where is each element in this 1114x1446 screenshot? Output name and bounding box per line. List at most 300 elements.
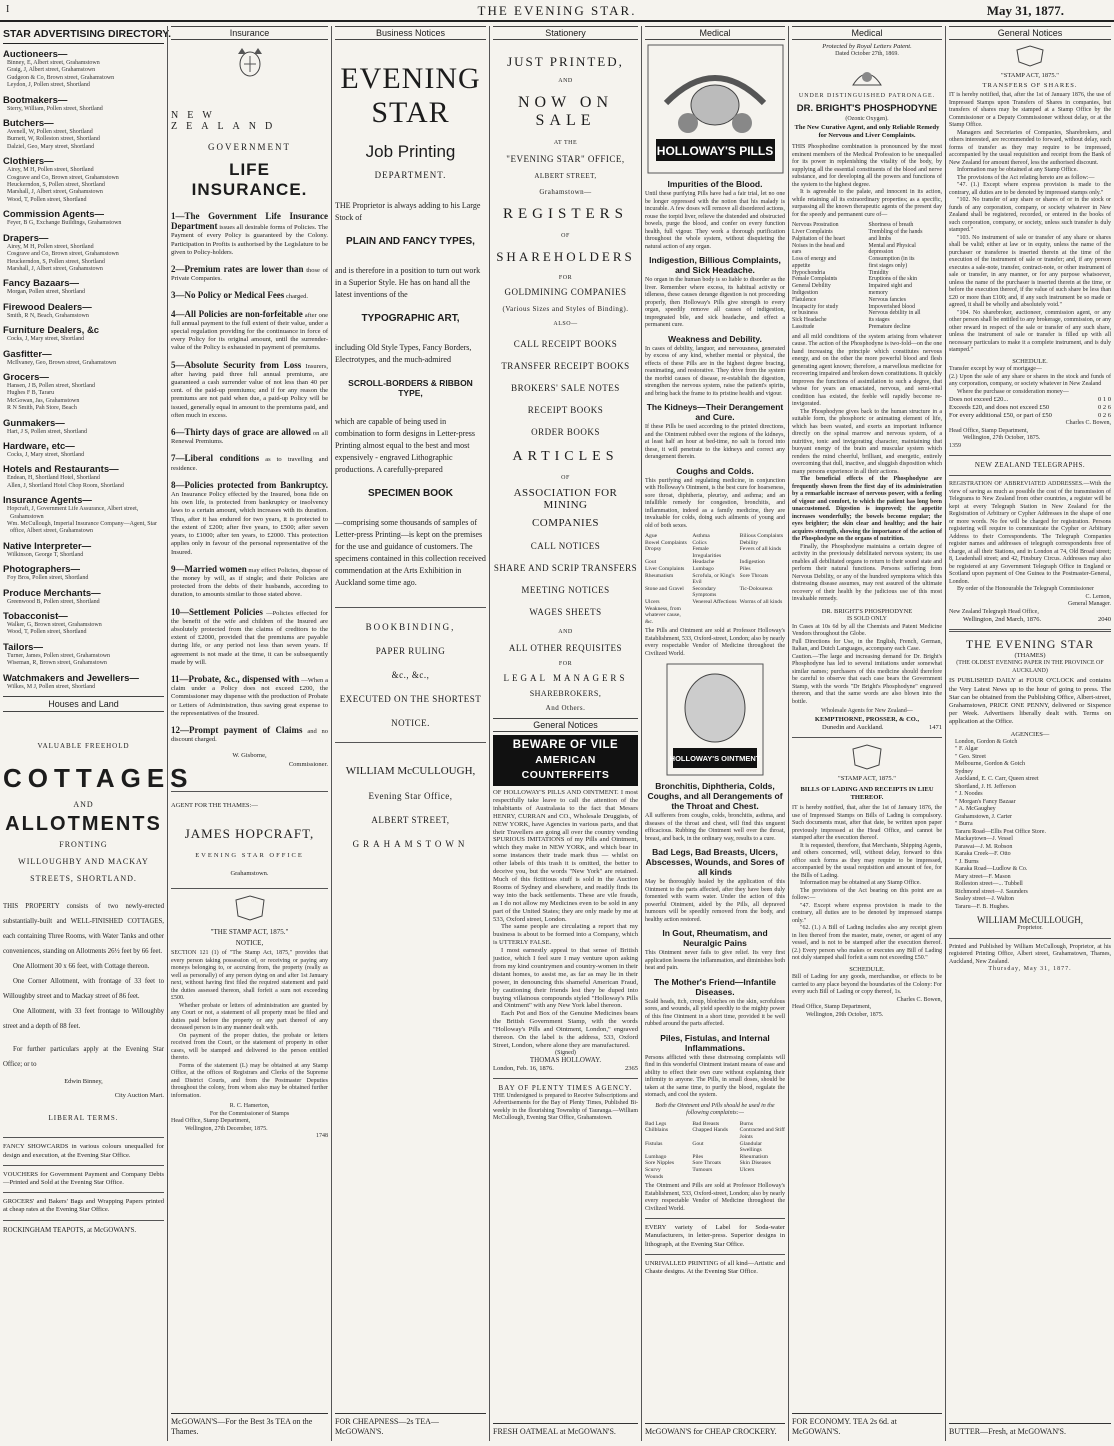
stamp-act-b2: Whether probate or letters of administration are granted by any Court or not, a statement of all property must be filed and duties paid before the property or any part thereof of any deceased person is in any manner dealt with.: [171, 1002, 328, 1032]
disease-item: Weakness, from whatever cause, &c.: [645, 605, 681, 625]
bills-p3: Information may be obtained at any Stamp Office.: [800, 880, 921, 887]
grocers-bags-ad: GROCERS' and Bakers' Bags and Wrapping Papers printed at cheap rates at the Evening Star Office.: [3, 1198, 164, 1214]
ailment-item: Contracted and Stiff Joints: [739, 1127, 785, 1140]
and-others: And Others.: [545, 704, 586, 712]
stationery-item: RECEIPT BOOKS: [527, 405, 604, 415]
agency-item: Shortland, J. H. Jefferson: [955, 783, 1016, 790]
legal-managers: LEGAL MANAGERS: [503, 673, 628, 683]
insurance-item: [171, 291, 328, 301]
proprietor-line: THE Proprietor is always adding to his Large Stock of: [335, 201, 481, 222]
insurance-item: [171, 726, 328, 744]
shareholders: SHAREHOLDERS: [496, 249, 635, 264]
agency-item: Tararu—F. B. Hughes.: [955, 903, 1010, 910]
disease-item: Piles: [739, 565, 751, 572]
dunedin-ref: 1471: [929, 723, 942, 731]
insurance-item: [171, 428, 328, 446]
bronchitis-heading: Bronchitis, Diphtheria, Colds, Coughs, and all Derangements of the Throat and Chest.: [647, 781, 783, 812]
directory-category: Auctioneers—: [3, 49, 68, 60]
condition-item: Consumption (in its: [868, 256, 915, 263]
printed-by: Printed and Published by William McCullough, Proprietor, at his registered Printing Office, Albert street, Grahamstown, Thames, Auckland, New Zealand.: [949, 943, 1111, 965]
albert-street-label: ALBERT STREET,: [371, 815, 450, 825]
phosphodyne-sub: The New Curative Agent, and only Reliable Remedy for Nervous and Liver Complaints.: [794, 123, 940, 139]
insurance-item: [171, 212, 328, 257]
both-used-text: Both the Ointment and Pills should be used in the following complaints:—: [655, 1102, 775, 1117]
insurance-item: [171, 608, 328, 667]
issue-date: May 31, 1877.: [986, 3, 1064, 18]
agency-item: London, Gordon & Gotch: [955, 738, 1018, 745]
condition-item: first stages only): [868, 262, 908, 269]
disease-item: Sore Throats: [739, 572, 769, 579]
condition-item: Liver Complaints: [792, 228, 833, 235]
oatmeal-ad: FRESH OATMEAL at McGOWAN'S.: [493, 1423, 638, 1437]
page-number: I: [6, 4, 10, 15]
stamp-ref-number: 1748: [316, 1133, 328, 1140]
directory-entry: Foy Bros, Pollen street, Shortland: [7, 575, 89, 582]
insurance-item-title: 9—Married women: [171, 563, 247, 574]
bills-p1: IT is hereby notified, that, after the 1st of January 1876, the use of Impressed Stamps on Bills of Lading is compulsory. Such documents must, after that date, be written upon paper previously impressed at the Head Office, and cannot be stamped after the execution thereof.: [792, 805, 942, 842]
pills-sold-text: The Pills and Ointment are sold at Professor Holloway's Establishment, 533, Oxford-street, London; also by nearly every respectable Vendor of Medicine throughout the Civilized World.: [645, 628, 785, 657]
directory-entry: Heuckerndon, S, Pollen street, Shortland: [7, 182, 105, 189]
disease-item: Worms of all kinds: [739, 598, 783, 605]
schedule-amount: 0 2 6: [1098, 404, 1111, 412]
agency-item: " Geo. Street: [955, 753, 986, 760]
insurance-item-text: An Insurance Policy effected by the Insured, bona fide on his own life, is protected from bankruptcy or insolvency laws to a certain amount, which increases with its duration. Thus, after it has endured for two years, it is protected to the extent of £200; after five years, to £500; after seven years, to £1000; after ten years, to £2000. This protection applies only in favour of the personal representative of the Insured.: [171, 491, 328, 556]
stationery-item: CALL RECEIPT BOOKS: [513, 339, 618, 349]
ailment-item: Lumbago: [645, 1153, 667, 1160]
albert-street: ALBERT STREET,: [534, 172, 597, 180]
phosphodyne-p5: The beneficial effects of the Phosphodyne are frequently shown from the first day of its administration by a remarkable increase of nervous power, with a feeling of vigour and comfort, to which the patient has long been unaccustomed. Digestion is improved; the appetite increases wonderfully; the bowels become regular; the eyes brighter; the skin clear and healthy; and the hair acquires strength, showing the importance of the action of the Phosphodyne on the organs of nutrition.: [792, 476, 942, 543]
directory-groups: [3, 49, 164, 691]
dunedin: Dunedin and Auckland.: [822, 723, 884, 731]
sold-cases: In Cases at 10s 6d by all the Chemists and Patent Medicine Vendors throughout the Globe.: [792, 623, 942, 638]
phosphodyne-p4: The Phosphodyne gives back to the human structure in a suitable form, the phosphoric or animating element of life, which has been wasted, and exerts an important influence directly on the spinal marrow and nervous system, of a nutritive, tonic and invigorating character, maintaining that buoyant energy of the brain and muscular system which renders the mind cheerful, brilliant, and energetic, entirely overcoming that dull, inactive, and sluggish disposition which many persons experience in all their actions.: [792, 408, 942, 475]
property-signature-2: City Auction Mart.: [114, 1092, 164, 1100]
ailment-item: Rheumatism: [739, 1153, 768, 1160]
ailment-item: Skin Diseases: [739, 1160, 771, 1167]
ailment-item: Sore Throats: [692, 1160, 721, 1167]
schedule-table: [949, 396, 1111, 420]
job-printing-heading: Job Printing: [365, 142, 456, 161]
proprietor-name: WILLIAM McCULLOUGH,: [345, 765, 476, 777]
insurance-item: [171, 565, 328, 600]
insurance-item-title: 3—No Policy or Medical Fees: [171, 290, 285, 301]
directory-entry: Cocks, J, Mary street, Shortland: [7, 451, 85, 458]
condition-item: Incapacity for study: [792, 303, 839, 310]
notice-heading: NOTICE,: [235, 939, 264, 948]
ailment-item: Ulcers: [739, 1166, 755, 1173]
disease-item: Fevers of all kinds: [739, 546, 782, 553]
government-heading: GOVERNMENT: [208, 142, 291, 152]
agent-office: EVENING STAR OFFICE: [195, 851, 304, 859]
evening-star-heading: EVENING STAR: [340, 62, 481, 129]
directory-entry: Marshall, J, Albert street, Grahamstown: [7, 189, 103, 196]
insurance-item-text: —Policies effected for the benefit of the wife and children of the Insured are absolutely protected from the claims of creditors to the extent of £2000, provided that the premiums are payable during life, or any period not less than seven years. If agreement is not made at the time, it can be subsequently made by will.: [171, 609, 328, 666]
stamp-signatory-title: For the Commissioner of Stamps: [209, 1110, 290, 1117]
transfers-t7: "103. No instrument of sale or transfer of any share or shares shall be valid; either at law or in equity, unless the name of the purchaser or transferee is inserted therein at the time of the execution of the instrument of sale or transfer; and, if any person executes a sale-note, transfer, contract-note, or other instrument of sale or transfer, in any manner, or for any purpose whatsoever, unless the name of the purchaser is inserted therein at the time, or before the execution thereof, if the value of such share be less than £20 or more than £100; and, if any such instrument be so made or agreed, it shall be wholly and absolutely void.": [949, 234, 1111, 309]
transfers-t8: "104. No sharebroker, auctioneer, commission agent, or any other person shall be entitled to any brokerage, commission, or any other reward in respect of the sale or transfer of any such share, unless the instrument of sale or transfer is filled up with all necessary particulars to make it a complete instrument, and is duly stamped.": [949, 309, 1111, 354]
streets-line-1: WILLOUGHBY AND MACKAY: [18, 857, 149, 867]
condition-item: Impoverished blood: [868, 303, 916, 310]
column-stationery: [489, 26, 641, 1441]
column-medical-holloway: [641, 26, 788, 1441]
directory-title: STAR ADVERTISING DIRECTORY.: [3, 26, 164, 44]
agency-item: Mary street—F. Mason: [955, 873, 1011, 880]
column-insurance: [167, 26, 331, 1441]
directory-entry: R N Smith, Pah Store, Beach: [7, 405, 77, 412]
kidneys-heading: The Kidneys—Their Derangement and Cure.: [646, 402, 784, 422]
ailment-item: Tumours: [692, 1166, 713, 1173]
column-general-notices: [945, 26, 1114, 1441]
transfers-t3: Information may be obtained at any Stamp Office.: [957, 167, 1078, 174]
directory-category: Hotels and Restaurants—: [3, 464, 119, 476]
stamp-act-heading: "THE STAMP ACT, 1875.": [210, 928, 289, 937]
condition-item: Nervous fancies: [868, 296, 907, 303]
agency-item: " Morgan's Fancy Bazaar: [955, 798, 1016, 805]
mothers-friend-heading: The Mother's Friend—Infantile Diseases.: [654, 976, 776, 997]
of-2: OF: [561, 475, 570, 481]
transfers-ref: 1359: [949, 442, 961, 449]
column-business: [331, 26, 489, 1441]
holloway-ref: 2365: [625, 1064, 638, 1072]
holloway-ointment-emblem-icon: [665, 662, 765, 777]
schedule-desc: Does not exceed £20...: [949, 396, 1009, 404]
bills-office-date: Wellington, 29th October, 1875.: [806, 1011, 884, 1018]
directory-category: Furniture Dealers, &c: [3, 325, 100, 337]
allotments-heading: ALLOTMENTS: [5, 813, 162, 836]
disease-item: Tic-Doloureux: [739, 585, 773, 592]
insurance-item-title: 1—The Government Life Insurance Department: [171, 211, 328, 232]
ailment-item: Glandular Swellings: [739, 1140, 763, 1154]
condition-item: Timidity: [868, 269, 889, 276]
condition-item: Palpitation of the heart: [792, 235, 845, 242]
condition-item: Noises in the head and: [792, 242, 845, 249]
disease-item: Ulcers: [645, 598, 660, 605]
condition-item: Flatulence: [792, 296, 817, 303]
transfers-t1: IT is hereby notified, that, after the 1st of January 1876, the use of Impressed Stamps upon Transfers of Shares in companies, but transfers of shares may be stamped at a Stamp Office by the Commissioner or a Deputy Commissioner without delay, or at the Stamp Office.: [949, 92, 1111, 129]
bills-office: Head Office, Stamp Department,: [792, 1004, 872, 1011]
royal-arms-icon: [847, 63, 887, 89]
directory-category: Drapers—: [3, 232, 49, 244]
condition-item: Eruptions of the skin: [868, 276, 917, 283]
schedule-amount: 0 1 0: [1098, 396, 1111, 404]
plain-fancy-types: PLAIN AND FANCY TYPES,: [346, 236, 475, 247]
agency-item: Parawai—J. M. Robson: [955, 843, 1013, 850]
coat-of-arms-icon: [230, 44, 270, 80]
transfers-t4: The provisions of the Act relating hereto are as follow:—: [957, 174, 1095, 181]
disease-item: Lumbago: [692, 565, 714, 572]
schedule-desc: For every additional £50, or part of £50: [949, 412, 1052, 420]
phosphodyne-p6: Finally, the Phosphodyne maintains a certain degree of activity in the previously debilitated nervous system; its use enables all debilitated organs to return to their sound state and perform their natural functions. Persons suffering from Nervous Debility, or any of the hundred symptoms which this distressing disease assumes, may rest assured of the ultimate recovery of their health by the judicious use of this most invaluable remedy.: [792, 543, 942, 603]
directory-entry: McGowan, Jas, Grahamstown: [7, 397, 80, 404]
valuable-freehold: VALUABLE FREEHOLD: [37, 742, 130, 751]
beware-line-1: BEWARE OF VILE: [512, 739, 619, 751]
beware-banner: [493, 735, 638, 786]
crest-icon-3: [1013, 44, 1047, 68]
directory-entry: Heuckerndon, S, Pollen street, Shortland: [7, 258, 105, 265]
cheap-tea-ad: FOR CHEAPNESS—2s TEA—McGOWAN'S.: [335, 1413, 486, 1437]
liberal-terms: LIBERAL TERMS.: [48, 1114, 119, 1123]
directory-entry: Cocks, J, Mary street, Shortland: [7, 336, 85, 343]
ailment-item: Sore Nipples: [645, 1160, 675, 1167]
directory-category: Grocers—: [3, 371, 49, 383]
and-2: AND: [558, 629, 573, 635]
disease-item: Bilious Complaints: [739, 533, 784, 539]
disease-item: Secondary Symptoms: [692, 585, 717, 599]
bills-p4: The provisions of the Act bearing on this point are as follow:—: [792, 887, 942, 902]
directory-entry: Airey, M H, Pollen street, Shortland: [7, 243, 94, 250]
fronting-label: FRONTING: [59, 840, 108, 850]
department-heading: DEPARTMENT.: [374, 170, 447, 180]
medical-column-header: Medical: [645, 26, 785, 40]
telegraphs-heading: NEW ZEALAND TELEGRAPHS.: [974, 461, 1086, 470]
insurance-item: [171, 454, 328, 472]
insurance-item-title: 4—All Policies are non-forfeitable: [171, 308, 303, 319]
ailment-item: Wounds: [645, 1173, 664, 1180]
agency-item: Rolleston street—... Tubbell: [955, 881, 1023, 888]
paper-ruling-label: PAPER RULING: [375, 646, 446, 656]
directory-entry: Hopcraft, J, Government Life Assurance, Albert street, Grahamstown: [7, 506, 139, 520]
specimen-description: —comprising some thousands of samples of Letter-press Printing—is kept on the premises for the use and guidance of customers. The specimens contained in this collection received commendation at the Arts Exhibition in Auckland some time ago.: [335, 518, 486, 587]
property-b4: One Allotment, with 33 feet frontage to Willoughby street and a depth of 88 feet.: [3, 1008, 164, 1031]
disease-item: Asthma: [692, 533, 710, 539]
lemon-title: General Manager.: [1068, 601, 1111, 608]
condition-item: and limbs: [868, 235, 892, 242]
impurities-text: Until these purifying Pills have had a fair trial, let no one be longer oppressed with the notion that his malady is incurable. A few doses will remove all disordered actions, rouse the torpid liver, relieve the distended and obstructed bowels, purge the blood, and confer on every function health, full vigour. They work a thorough purification throughout the whole system, without disquieting the natural action of any organ.: [645, 191, 785, 250]
just-printed: JUST PRINTED,: [507, 54, 624, 69]
for-1: FOR: [558, 275, 573, 281]
weakness-heading: Weakness and Debility.: [668, 333, 762, 344]
evening-star-office: "EVENING STAR" OFFICE,: [506, 154, 625, 164]
caution-text: Caution.—The large and increasing demand for Dr. Bright's Phosphodyne has led to several imitations under somewhat similar names; purchasers of this medicine should therefore be careful to observe that each case bears the Government Stamp, with the words "Dr Bright's Phosphodyne" engraved thereon, and that the same words are also blown into the bottle.: [792, 653, 942, 705]
bronchitis-text: All sufferers from coughs, colds, bronchitis, asthma, and diseases of the throat and chest, will find this unguent efficacious. Rubbing the Ointment well over the throat, breast, and back, in the ordinary way, results to a cure.: [645, 813, 785, 842]
stamp-office-date: Wellington, 27th December, 1875.: [185, 1125, 268, 1132]
insurance-item-text: —When a claim under a Policy does not exceed £200, the Commissioner may dispense with the production of Probate or Letters of Administration, thus saving great expense to the representatives of the Insured.: [171, 676, 329, 717]
insurance-items: [171, 212, 328, 744]
schedule-heading: SCHEDULE.: [849, 965, 885, 973]
directory-entry: Turner, James, Pollen street, Grahamstown: [7, 652, 111, 659]
insurance-item-title: 6—Thirty days of grace are allowed: [171, 427, 311, 438]
disease-item: Debility: [739, 539, 758, 546]
imprint-date: Thursday, May 31, 1877.: [988, 966, 1072, 973]
indigestion-text: No organ in the human body is so liable to disorder as the liver. Remember where excess, its habitual activity or idleness, these causes derange digestion is not proceeding properly, then Holloway's Pills give strength to every organ, speedily remove all causes of indigestion, impregnated bile, and sick headache, and effect a permanent cure.: [645, 277, 785, 328]
condition-item: or business: [792, 310, 818, 317]
telegraph-ref: 2040: [1098, 616, 1111, 624]
property-apply: For further particulars apply at the Evening Star Office; or to: [3, 1046, 164, 1069]
disease-list: [645, 533, 785, 625]
beware-b2: The same people are circulating a report that my business is about to be formed into a Company, which is UTTERLY FALSE.: [493, 923, 638, 947]
beware-line-2: AMERICAN COUNTERFEITS: [521, 754, 610, 781]
protected-line: Protected by Royal Letters Patent.: [822, 43, 912, 50]
phosphodyne-title: DR. BRIGHT'S PHOSPHODYNE: [796, 103, 938, 115]
commissioner-title: Commissioner.: [288, 760, 328, 768]
evening-star-heading-2: THE EVENING STAR: [965, 637, 1095, 652]
thames-label: (THAMES): [1014, 652, 1046, 660]
superior-style-line: and is therefore in a position to turn out work in a Superior Style. He has on hand all the latest inventions of the: [335, 266, 481, 299]
labels-ad: EVERY variety of Label for Soda-water Manufacturers, in letter-press. Superior designs in lithograph, at the Evening Star Office.: [645, 1224, 785, 1248]
transfers-t2: Managers and Secretaries of Companies, Sharebrokers, and others interested, are recommended to forward, without delay, such forms of transfer as they may require to be impressed, accompanied by the usual requisition and receipt from the Bank of New Zealand for amount thereof, less the authorised discount.: [949, 129, 1111, 166]
specimen-book: SPECIMEN BOOK: [367, 488, 453, 499]
agency-item: Karaka Creek—F. Otto: [955, 851, 1011, 858]
condition-item: Premature decline: [868, 324, 911, 331]
disease-item: Colics: [692, 539, 707, 546]
condition-item: its stages: [868, 317, 890, 324]
sharebrokers: SHAREBROKERS,: [529, 689, 602, 698]
crockery-ad: McGOWAN'S for CHEAP CROCKERY.: [645, 1423, 785, 1437]
transfers-office-date: Wellington, 27th October, 1875.: [963, 435, 1041, 442]
also: ALSO—: [553, 321, 578, 327]
streets-line-2: STREETS, SHORTLAND.: [30, 874, 137, 884]
directory-category: Bootmakers—: [3, 94, 68, 106]
phosphodyne-p2: It is agreeable to the palate, and innocent in its action, while retaining all its extraordinary properties; as a specific, surpassing all the known therapeutic agents of the present day for the speedy and permanent cure of—: [792, 189, 942, 218]
condition-item: memory: [868, 290, 888, 297]
pills-banner-text: HOLLOWAY'S PILLS: [656, 144, 773, 158]
stationery-item: SHARE AND SCRIP TRANSFERS: [493, 563, 638, 573]
insurance-item: [171, 675, 328, 718]
directory-entry: Hansen, J B, Pollen street, Shortland: [7, 382, 95, 389]
agency-item: Karaka Road—Ludlow & Co.: [955, 866, 1028, 873]
general-notices-header: General Notices: [493, 718, 638, 732]
directory-category: Tobacconist—: [3, 611, 68, 623]
stationery-item: ORDER BOOKS: [531, 427, 600, 437]
directory-category: Gunmakers—: [3, 417, 65, 429]
agency-item: Sydney: [955, 768, 973, 775]
disease-item: Indigestion: [739, 559, 765, 566]
directory-entry: Wiseman, R, Brown street, Grahamstown: [7, 660, 107, 667]
directory-entry: Leydon, J, Pollen street, Shortland: [7, 82, 90, 89]
signed: (Signed): [555, 1049, 576, 1056]
insurance-item-title: 5—Absolute Security from Loss: [171, 359, 302, 370]
insurance-item-text: charged.: [285, 293, 309, 301]
teapots-ad: ROCKINGHAM TEAPOTS, at McGOWAN'S.: [3, 1225, 137, 1234]
schedule-sch1: Transfer except by way of mortgage—: [949, 366, 1042, 373]
directory-entry: Hughes F B, Tararu: [7, 390, 55, 397]
mothers-friend-text: Scald heads, itch, croup, blotches on the skin, scrofulous sores, and wounds, all yield speedily to the mighty power of this fine Ointment in a short time, provided it be well rubbed around the parts affected.: [645, 998, 785, 1028]
agency-item: " A. McGaughey: [955, 806, 996, 813]
ailment-item: Piles: [692, 1153, 704, 1160]
disease-item: Dropsy: [645, 546, 662, 553]
schedule-row: [949, 396, 1111, 404]
directory-entry: Wm. McCullough, Imperial Insurance Company—Agent, Star office, Albert street, Grahamstown: [7, 521, 157, 535]
insurance-item-text: on all Renewal Premiums.: [171, 430, 328, 446]
telegraph-order: By order of the Honourable the Telegraph Commissioner: [957, 586, 1094, 593]
of-1: OF: [561, 233, 570, 239]
schedule-amount: 0 2 6: [1098, 412, 1111, 420]
etc-label: &c., &c.,: [391, 670, 430, 680]
stamp-act-heading-3: "STAMP ACT, 1875.": [1001, 72, 1059, 79]
stationery-item: MEETING NOTICES: [521, 585, 610, 595]
disease-item: Female Irregularities: [692, 546, 722, 559]
condition-item: Mental and Physical: [868, 242, 916, 249]
holloway-pills-emblem-icon: [646, 43, 785, 175]
stationery-items-2: [493, 541, 638, 617]
coughs-heading: Coughs and Colds.: [676, 465, 754, 476]
gout-heading: In Gout, Rheumatism, and Neuralgic Pains: [662, 928, 768, 949]
bookbinding-label: BOOKBINDING,: [365, 622, 456, 632]
directory-entry: Hart, J S, Pollen street, Shortland: [7, 428, 87, 435]
tea-ad: McGOWAN'S—For the Best 3s TEA on the Thames.: [171, 1413, 328, 1437]
ailment-item: Bad Legs: [645, 1120, 667, 1127]
condition-item: General Debility: [792, 283, 831, 290]
disease-item: Venereal Affections: [692, 598, 737, 605]
vouchers-ad: VOUCHERS for Government Payment and Company Debts—Printed and Sold at the Evening Star Office.: [3, 1170, 164, 1187]
ailment-item: Chilblains: [645, 1127, 668, 1134]
bills-p5: "47. Except where express provision is made to the contrary, all duties are to be denoted by impressed stamps only.": [792, 902, 942, 924]
insurance-item: [171, 310, 328, 353]
agency-item: Melbourne, Gordon & Gotch: [955, 761, 1025, 768]
grahamstown-label: GRAHAMSTOWN: [352, 839, 469, 849]
kempthorne: KEMPTHORNE, PROSSER, & CO.,: [814, 715, 920, 723]
telegraph-date-row: [949, 616, 1111, 624]
ointment-banner-text: HOLLOWAY'S OINTMENT: [669, 754, 761, 764]
agency-item: Mackaytown—J. Vessel: [955, 836, 1013, 843]
insurance-column-header: Insurance: [171, 26, 328, 40]
articles: ARTICLES: [512, 449, 619, 464]
transfers-office: Head Office, Stamp Department,: [949, 427, 1029, 434]
property-b2: One Allotment 30 x 66 feet, with Cottage thereon.: [13, 963, 150, 971]
stamp-act-body: SECTION 121 (1) of "The Stamp Act, 1875," provides that every person taking possession of, or receiving or paying any moneys belonging to, or accruing from, the property (really as well as personally) of any person dying on and after 1st January next, without having first filed the required statement and paid the duties assessed thereon, shall forfeit a sum not exceeding £500.: [171, 950, 328, 1002]
disease-item: Rheumatism: [645, 572, 674, 579]
directory-category: Watchmakers and Jewellers—: [3, 672, 139, 684]
companies: COMPANIES: [531, 517, 600, 529]
insurance-item: [171, 481, 328, 557]
telegraph-date: Wellington, 2nd March, 1876.: [963, 616, 1042, 624]
condition-item: appetite: [792, 262, 811, 269]
insurance-item: [171, 265, 328, 283]
dated-line: Dated October 27th, 1869.: [835, 51, 899, 58]
ailment-item: Scurvy: [645, 1166, 661, 1173]
and-1: AND: [558, 78, 573, 84]
typographic-art: TYPOGRAPHIC ART,: [361, 313, 460, 324]
general-notices-column-header: General Notices: [949, 26, 1111, 40]
and-label: AND: [73, 800, 94, 810]
ailment-item: Gout: [692, 1140, 704, 1147]
proprietor-name-2: WILLIAM McCULLOUGH,: [977, 915, 1083, 926]
condition-item: Hypochondria: [792, 269, 826, 276]
all-other-requisites: ALL OTHER REQUISITES: [508, 643, 623, 653]
stationery-item: TRANSFER RECEIPT BOOKS: [501, 361, 630, 371]
ailment-item: Fistulas: [645, 1140, 663, 1147]
bad-legs-heading: Bad Legs, Bad Breasts, Ulcers, Abscesses, Wounds, and Sores of all kinds: [645, 847, 785, 878]
beware-body: OF HOLLOWAY'S PILLS AND OINTMENT. I most respectfully take leave to call the attention of the inhabitants of Australasia to the fact that Messrs HENRY, CURRAN and CO., Wholesale Druggists, of NEW YORK, have Agencies in various parts, and that their Travellers are going all over the country vending SPURIOUS IMITATIONS of my Pills and Ointment, which they make in NEW YORK, and which bear in some instances their trade mark thus — whilst on other labels of this trash it is omitted, the better to deceive you, but the words "New York" are retained. Much of this fictitious stuff is sold in the Auction Rooms of Sydney and elsewhere, and readily finds its way into the back settlements. These are vile frauds, as I do not allow my Medicines even to be sold in any part of the United States; they are only made by me at 533, Oxford street, London.: [493, 789, 638, 923]
condition-item: Indigestion: [792, 290, 819, 297]
bills-p2: It is requested, therefore, that Merchants, Shipping Agents, and others concerned, will, without delay, forward to this office such forms as they may require to be impressed, accompanied by the usual requisition and amount of fee, for the Bills of Lading.: [792, 842, 942, 879]
notice-label: NOTICE.: [391, 718, 430, 728]
at-the: AT THE: [553, 140, 578, 146]
cottages-heading: COTTAGES: [3, 763, 194, 794]
insurance-item-title: 7—Liberal conditions: [171, 453, 260, 464]
showcards-ad: FANCY SHOWCARDS in various colours unequalled for design and execution, at the Evening Star Office.: [3, 1143, 164, 1159]
directory-category: Butchers—: [3, 118, 54, 130]
ozonic-line: (Ozonic Oxygen).: [845, 116, 889, 123]
office-label: Evening Star Office,: [368, 791, 453, 801]
directory-entry: Feyer, B G, Exchange Buildings, Grahamstown: [7, 220, 122, 227]
ailment-item: Chapped Hands: [692, 1127, 728, 1134]
impurities-heading: Impurities of the Blood.: [667, 179, 763, 189]
insurance-item-title: 2—Premium rates are lower than: [171, 264, 304, 275]
bills-p6: "62. (1.) A Bill of Lading includes also any receipt given in lieu thereof from the master, mate, owner, or agent of any vessel, and is not to be stamped after the execution thereof. (2.) Every person who makes or executes any Bill of Lading not duly stamped shall forfeit a sum not exceeding £50.": [792, 925, 942, 962]
directory-category: Tailors—: [3, 641, 43, 653]
beware-b4: Each Pot and Box of the Genuine Medicines bears the British Government Stamp, with the words "Holloway's Pills and Ointment, London," engraved thereon. On the label is the address, 533, Oxford Street, London, where alone they are manufactured.: [493, 1010, 638, 1049]
stationery-column-header: Stationery: [493, 26, 638, 40]
stationery-item: WAGES SHEETS: [529, 607, 602, 617]
directory-entry: Cosgrave and Co, Brown street, Grahamstown: [7, 174, 119, 181]
directory-category: Hardware, etc—: [3, 440, 75, 452]
directory-entry: Sterry, William, Pollen street, Shortland: [7, 105, 103, 112]
oldest-label: (THE OLDEST EVENING PAPER IN THE PROVINCE OF AUCKLAND): [956, 660, 1104, 674]
agent-name: JAMES HOPCRAFT,: [184, 825, 315, 841]
agency-item: " Burra: [955, 821, 973, 828]
scroll-borders: SCROLL-BORDERS & RIBBON TYPE,: [348, 378, 473, 398]
